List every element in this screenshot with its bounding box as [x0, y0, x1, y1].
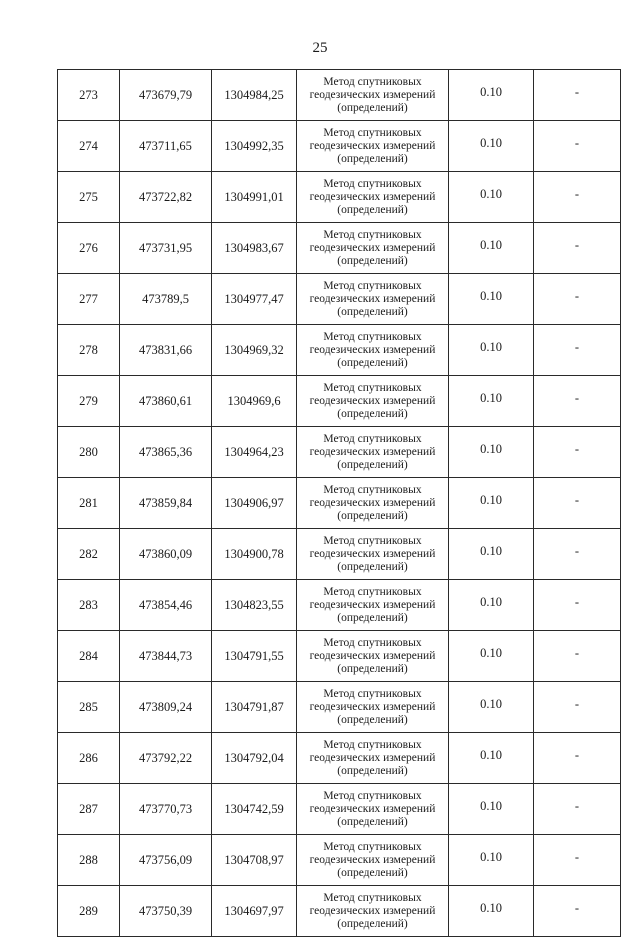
- accuracy-cell: 0.10: [449, 325, 534, 376]
- y-coordinate-cell: 1304792,04: [212, 733, 297, 784]
- method-line: (определений): [337, 662, 408, 675]
- method-line: (определений): [337, 560, 408, 573]
- method-line: Метод спутниковых: [323, 126, 422, 139]
- accuracy-cell: 0.10: [449, 376, 534, 427]
- table-row: [58, 580, 621, 631]
- accuracy-cell: 0.10: [449, 631, 534, 682]
- table-row: [58, 427, 621, 478]
- y-coordinate-cell: 1304708,97: [212, 835, 297, 886]
- point-number-cell: 277: [58, 274, 120, 325]
- point-number-cell: 275: [58, 172, 120, 223]
- method-cell: [297, 121, 449, 172]
- method-line: геодезических измерений: [309, 292, 436, 305]
- table-row: [58, 682, 621, 733]
- table-row: [58, 121, 621, 172]
- point-number-cell: 273: [58, 70, 120, 121]
- method-line: Метод спутниковых: [323, 738, 422, 751]
- point-number-cell: 288: [58, 835, 120, 886]
- method-line: (определений): [337, 305, 408, 318]
- method-line: Метод спутниковых: [323, 636, 422, 649]
- x-coordinate-cell: 473789,5: [120, 274, 212, 325]
- y-coordinate-cell: 1304977,47: [212, 274, 297, 325]
- method-line: геодезических измерений: [309, 496, 436, 509]
- note-cell: -: [534, 682, 621, 733]
- coordinates-table: [57, 69, 621, 937]
- point-number-cell: 287: [58, 784, 120, 835]
- x-coordinate-cell: 473679,79: [120, 70, 212, 121]
- method-line: Метод спутниковых: [323, 432, 422, 445]
- point-number-cell: 274: [58, 121, 120, 172]
- accuracy-cell: 0.10: [449, 274, 534, 325]
- accuracy-cell: 0.10: [449, 784, 534, 835]
- point-number-cell: 286: [58, 733, 120, 784]
- accuracy-cell: 0.10: [449, 835, 534, 886]
- x-coordinate-cell: 473711,65: [120, 121, 212, 172]
- method-cell: [297, 835, 449, 886]
- y-coordinate-cell: 1304969,6: [212, 376, 297, 427]
- accuracy-cell: 0.10: [449, 121, 534, 172]
- accuracy-cell: 0.10: [449, 733, 534, 784]
- table-row: [58, 325, 621, 376]
- method-line: геодезических измерений: [309, 139, 436, 152]
- table-row: [58, 631, 621, 682]
- method-line: геодезических измерений: [309, 802, 436, 815]
- method-line: геодезических измерений: [309, 853, 436, 866]
- x-coordinate-cell: 473770,73: [120, 784, 212, 835]
- note-cell: -: [534, 886, 621, 937]
- method-line: Метод спутниковых: [323, 687, 422, 700]
- method-cell: [297, 376, 449, 427]
- x-coordinate-cell: 473865,36: [120, 427, 212, 478]
- accuracy-cell: 0.10: [449, 172, 534, 223]
- method-line: Метод спутниковых: [323, 228, 422, 241]
- method-line: (определений): [337, 407, 408, 420]
- method-line: Метод спутниковых: [323, 483, 422, 496]
- y-coordinate-cell: 1304983,67: [212, 223, 297, 274]
- note-cell: -: [534, 733, 621, 784]
- note-cell: -: [534, 172, 621, 223]
- accuracy-cell: 0.10: [449, 223, 534, 274]
- method-line: Метод спутниковых: [323, 177, 422, 190]
- note-cell: -: [534, 376, 621, 427]
- method-line: Метод спутниковых: [323, 891, 422, 904]
- y-coordinate-cell: 1304791,55: [212, 631, 297, 682]
- method-line: (определений): [337, 611, 408, 624]
- note-cell: -: [534, 835, 621, 886]
- method-line: Метод спутниковых: [323, 789, 422, 802]
- y-coordinate-cell: 1304991,01: [212, 172, 297, 223]
- method-cell: [297, 172, 449, 223]
- page-number: 25: [312, 40, 328, 56]
- method-line: (определений): [337, 458, 408, 471]
- y-coordinate-cell: 1304900,78: [212, 529, 297, 580]
- accuracy-cell: 0.10: [449, 886, 534, 937]
- method-cell: [297, 325, 449, 376]
- method-cell: [297, 733, 449, 784]
- x-coordinate-cell: 473854,46: [120, 580, 212, 631]
- method-line: (определений): [337, 509, 408, 522]
- method-cell: [297, 784, 449, 835]
- method-line: (определений): [337, 152, 408, 165]
- method-line: геодезических измерений: [309, 547, 436, 560]
- method-line: геодезических измерений: [309, 394, 436, 407]
- note-cell: -: [534, 223, 621, 274]
- y-coordinate-cell: 1304969,32: [212, 325, 297, 376]
- method-line: Метод спутниковых: [323, 75, 422, 88]
- method-cell: [297, 70, 449, 121]
- method-line: Метод спутниковых: [323, 840, 422, 853]
- point-number-cell: 278: [58, 325, 120, 376]
- note-cell: -: [534, 427, 621, 478]
- table-row: [58, 835, 621, 886]
- accuracy-cell: 0.10: [449, 682, 534, 733]
- method-cell: [297, 427, 449, 478]
- table-row: [58, 733, 621, 784]
- method-cell: [297, 478, 449, 529]
- method-line: геодезических измерений: [309, 751, 436, 764]
- method-cell: [297, 223, 449, 274]
- y-coordinate-cell: 1304992,35: [212, 121, 297, 172]
- x-coordinate-cell: 473750,39: [120, 886, 212, 937]
- x-coordinate-cell: 473844,73: [120, 631, 212, 682]
- y-coordinate-cell: 1304984,25: [212, 70, 297, 121]
- method-cell: [297, 886, 449, 937]
- point-number-cell: 283: [58, 580, 120, 631]
- note-cell: -: [534, 478, 621, 529]
- method-line: геодезических измерений: [309, 649, 436, 662]
- method-line: геодезических измерений: [309, 598, 436, 611]
- method-line: Метод спутниковых: [323, 585, 422, 598]
- y-coordinate-cell: 1304791,87: [212, 682, 297, 733]
- point-number-cell: 276: [58, 223, 120, 274]
- note-cell: -: [534, 70, 621, 121]
- table-row: [58, 784, 621, 835]
- point-number-cell: 280: [58, 427, 120, 478]
- table-row: [58, 886, 621, 937]
- table-row: [58, 223, 621, 274]
- method-line: Метод спутниковых: [323, 330, 422, 343]
- note-cell: -: [534, 784, 621, 835]
- method-cell: [297, 580, 449, 631]
- y-coordinate-cell: 1304906,97: [212, 478, 297, 529]
- method-cell: [297, 529, 449, 580]
- note-cell: -: [534, 529, 621, 580]
- method-line: геодезических измерений: [309, 241, 436, 254]
- method-cell: [297, 631, 449, 682]
- x-coordinate-cell: 473809,24: [120, 682, 212, 733]
- accuracy-cell: 0.10: [449, 427, 534, 478]
- y-coordinate-cell: 1304697,97: [212, 886, 297, 937]
- table-row: [58, 376, 621, 427]
- point-number-cell: 285: [58, 682, 120, 733]
- method-line: геодезических измерений: [309, 343, 436, 356]
- method-line: Метод спутниковых: [323, 534, 422, 547]
- note-cell: -: [534, 325, 621, 376]
- table-row: [58, 172, 621, 223]
- method-line: (определений): [337, 917, 408, 930]
- note-cell: -: [534, 631, 621, 682]
- point-number-cell: 279: [58, 376, 120, 427]
- method-line: геодезических измерений: [309, 904, 436, 917]
- point-number-cell: 284: [58, 631, 120, 682]
- table-body: [58, 70, 621, 937]
- x-coordinate-cell: 473859,84: [120, 478, 212, 529]
- method-line: (определений): [337, 815, 408, 828]
- x-coordinate-cell: 473860,09: [120, 529, 212, 580]
- method-line: (определений): [337, 764, 408, 777]
- table-row: [58, 529, 621, 580]
- y-coordinate-cell: 1304964,23: [212, 427, 297, 478]
- x-coordinate-cell: 473756,09: [120, 835, 212, 886]
- note-cell: -: [534, 580, 621, 631]
- method-line: (определений): [337, 254, 408, 267]
- point-number-cell: 281: [58, 478, 120, 529]
- point-number-cell: 289: [58, 886, 120, 937]
- accuracy-cell: 0.10: [449, 580, 534, 631]
- accuracy-cell: 0.10: [449, 478, 534, 529]
- method-line: геодезических измерений: [309, 190, 436, 203]
- point-number-cell: 282: [58, 529, 120, 580]
- method-line: (определений): [337, 713, 408, 726]
- note-cell: -: [534, 121, 621, 172]
- method-line: (определений): [337, 101, 408, 114]
- method-cell: [297, 274, 449, 325]
- method-line: геодезических измерений: [309, 445, 436, 458]
- method-cell: [297, 682, 449, 733]
- table-row: [58, 274, 621, 325]
- x-coordinate-cell: 473722,82: [120, 172, 212, 223]
- note-cell: -: [534, 274, 621, 325]
- method-line: геодезических измерений: [309, 88, 436, 101]
- method-line: (определений): [337, 356, 408, 369]
- method-line: (определений): [337, 866, 408, 879]
- table-row: [58, 70, 621, 121]
- y-coordinate-cell: 1304823,55: [212, 580, 297, 631]
- method-line: Метод спутниковых: [323, 279, 422, 292]
- x-coordinate-cell: 473792,22: [120, 733, 212, 784]
- method-line: Метод спутниковых: [323, 381, 422, 394]
- method-line: геодезических измерений: [309, 700, 436, 713]
- x-coordinate-cell: 473860,61: [120, 376, 212, 427]
- table-row: [58, 478, 621, 529]
- x-coordinate-cell: 473831,66: [120, 325, 212, 376]
- y-coordinate-cell: 1304742,59: [212, 784, 297, 835]
- method-line: (определений): [337, 203, 408, 216]
- x-coordinate-cell: 473731,95: [120, 223, 212, 274]
- accuracy-cell: 0.10: [449, 70, 534, 121]
- accuracy-cell: 0.10: [449, 529, 534, 580]
